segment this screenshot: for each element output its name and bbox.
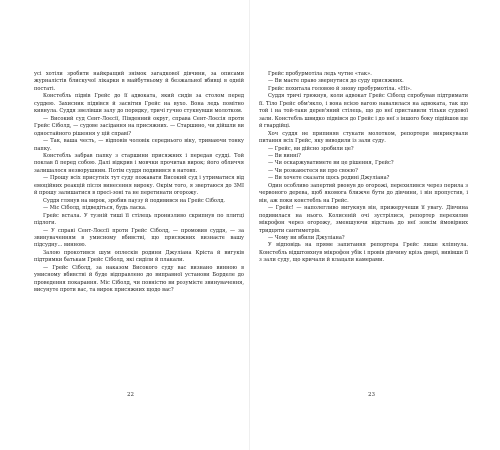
- paragraph: — Грейс! — наполегливо вигукнув він, прижеручеши її увагу. Дівчина подивилася на нього. Колисеній очі зустрілися, репортер перехилив мікрофон через огорожу, зменшуючи відстань до неї зовсім ймовірних тридцяти сантиметрів.: [259, 205, 468, 234]
- paragraph: Грейс встала. У тузній тиші її стілець пронизливо скрипнув по плитці підлоги.: [34, 212, 244, 227]
- paragraph: — Чи розкаюєтеся ви про своєю?: [268, 167, 358, 174]
- paragraph: Грейс пробурмотіла ледь чутне «так».: [268, 71, 372, 77]
- paragraph: — Грейс, ви дійсно зробили це?: [268, 145, 354, 152]
- paragraph: — Високий суд Сент-Лоєсії, Південний округ, справа Сент-Лоєсія проти Грейс Сіболд, — судове засідання на присяжних. — Старшино, чи дійшли ви одностайного рішення у цій справі?: [34, 115, 244, 137]
- paragraph: — У справі Сент-Лоєсії проти Грейс Сіболд, — промовив суддя, — за звинуваченням в умисному вбивстві, що присяжних визнаєте вашу підсудну... винною.: [34, 227, 244, 249]
- page-number-left: 22: [127, 392, 134, 398]
- paragraph: — Ви хочете сказати щось родині Джуліана?: [268, 175, 390, 182]
- paragraph: — Ви маєте право звернутися до суду присяжних.: [268, 78, 404, 85]
- paragraph: Констебль забрав папку з старшини присяжних і передав судді. Той поклав її перед собою. Далі відкрив і мовчки прочитав вирок; його обличчя залишалося незворушним. Потім суддя подивився в натовп.: [34, 152, 244, 174]
- paragraph: Суддя глянув на вирок, зробив паузу й подивився на Грейс Сіболд.: [43, 197, 225, 204]
- paragraph: Залою прокотився шум оплесків родини Джуліана Кріста й вигуків підтримки батькам Грейс Сіболд, які сиділи й плакали.: [34, 249, 244, 264]
- paragraph: Констебль підвів Грейс до її адвоката, який сидів за столом перед суддею. Захисник підвівся й засвітив Грейс на вухо. Вона ледь помітно кивнула. Суддя звелівши залу до порядку, тричі гучно стукнувши молотком.: [34, 93, 244, 115]
- paragraph: — Грейс Сіболд, за наказом Високого суду вас визнано винною в умисному вбивстві й буде відправлено до виправної установи Борделе до проведення покарання. Міс Сіболд, чи повністю ви розумієте звинувачення, висунуте проти вас, та вирок присяжних щодо вас?: [34, 264, 244, 294]
- paragraph: — Чому ви вбили Джуліана?: [268, 234, 345, 241]
- paragraph: Суддя тричі грюкнув, коли адвокат Грейс Сіболд спробував підтримати її. Тіло Грейс обм'якло, і вона всією вагою навалилася на адвоката, так що той і на той-таки дерев'яний стілець, що до неї приставили тільки судової зали. Констебль швидко підвівся до Грейс і до неї з іншого боку підійшов ще й гвардійці.: [259, 93, 468, 130]
- paragraph: Хоч суддя не припиняв стукати молотком, репортери викрикували питання всіх Грейс, яку виводили із зали суду.: [259, 130, 468, 145]
- paragraph: — Чи оскаржуватимете ви це рішення, Грейс?: [268, 160, 394, 167]
- paragraph: — Міс Сіболд, підведіться, будь ласка.: [43, 205, 147, 212]
- paragraph: — Ви винні?: [268, 152, 301, 159]
- left-page-text: [34, 71, 244, 295]
- page-number-right: 23: [368, 392, 375, 398]
- paragraph: У відповідь на пряме запитання репортера Грейс лише кліпнула. Констебль відштовхнув мікрофон убік і провів дівчину крізь двері, вивівши її з зали суду, що кричали й клацали камерами.: [259, 242, 468, 264]
- paragraph: — Так, ваша честь, — відповів чоловік середнього віку, тримаючи тонку папку.: [34, 138, 244, 152]
- paragraph: усі хотіли зробити найкращий знімок загадкової дівчини, за описами журналістів блискучої лікарки в майбутньому й безжальної вбивці в одній постаті.: [34, 71, 244, 92]
- paragraph: Грейс похитала головою й знову пробурмотіла. «Ні».: [268, 85, 412, 92]
- paragraph: Один особливо запертий рвонув до огорожі, перехилився через перила з червоного дерева, щоб якомога ближче бути до дівчини, і він пропустив, і він, аж поки констебль на Грейс.: [259, 182, 468, 204]
- paragraph: — Прошу всіх присутніх тут суду пожавати Високий суд і утриматися від емоційних реакцій після винесення вироку. Окрім того, я звертаюся до ЗМІ й прошу залишатися в пресі-зоні та не перетинати огорожу.: [34, 175, 244, 197]
- right-page: [250, 0, 500, 450]
- right-page-text: [259, 71, 468, 265]
